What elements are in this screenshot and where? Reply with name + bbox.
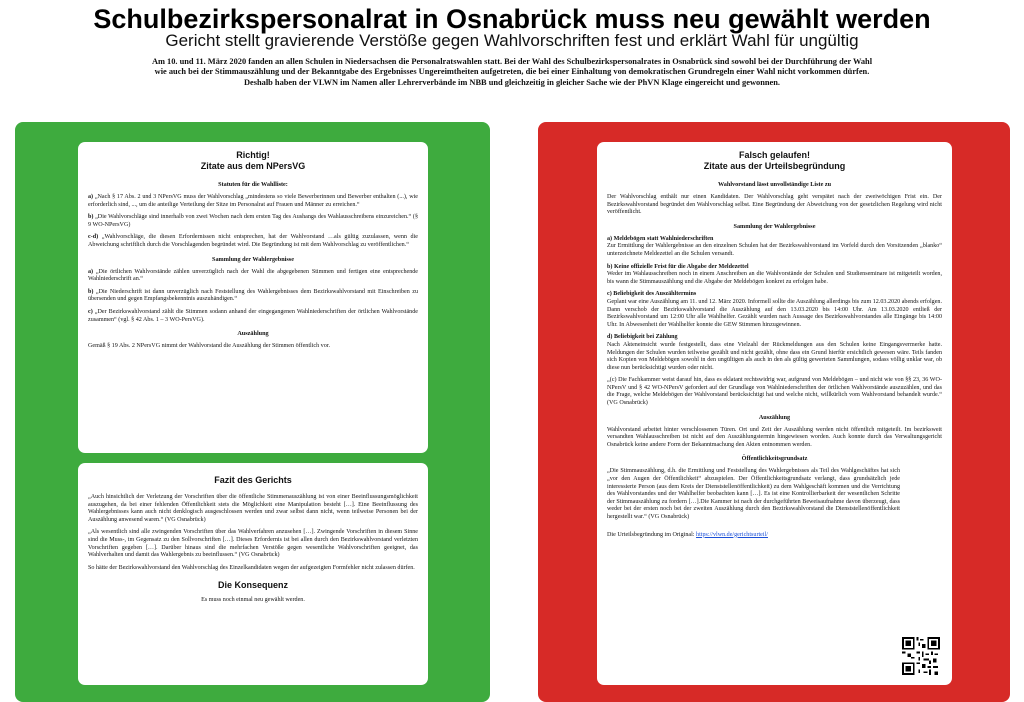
wrong-quotes-card: [597, 142, 952, 685]
card-title: Fazit des Gerichts: [214, 475, 292, 485]
intro-paragraph: Am 10. und 11. März 2020 fanden an allen Schulen in Niedersachsen die Personalratswahlen statt. Bei der Wahl des Schulbezirkspersonalrates in Osnabrück sind sowohl bei der Durchführung der Wahl wie auch bei der Stimmauszählung und der Bekanntgabe des Ergebnisses Ungereimtheiten aufgetreten, die bei einer Einhaltung von demokratischen Grundregeln einer Wahl nicht vorkommen dürfen. Deshalb haben der VLWN im Namen aller Lehrerverbände im NBB und gleichzeitig in gleicher Sache wie der PhVN Klage eingereicht und gewonnen.: [151, 57, 873, 87]
source-line: Die Urteilsbegründung im Original: https://vlwn.de/gerichtsurteil/: [607, 531, 768, 538]
court-quote: „(c) Die Fachkammer weist darauf hin, dass es eklatant rechtswidrig war, aufgrund von Meldebögen – und nicht wie von §§ 23, 36 WO-NPersV und § 42 WO-NPersV gefordert auf der Grundlage von Wahlniederschriften der örtlichen Wahlvorstände auszuzählen, und das die Frage, welche Meldebögen der Wahlvorstand berücksichtigt hat und welche nicht, willkürlich vom Wahlvorstand behandelt wurde.“ (VG Osnabrück): [607, 377, 942, 407]
paragraph: c) „Der Bezirkswahlvorstand zählt die Stimmen sodann anhand der eingegangenen Wahlniederschriften der örtlichen Wahlvorstände zusammen“ (vgl. § 42 Abs. 1 – 3 WO-PersVG).: [88, 308, 418, 323]
source-link[interactable]: https://vlwn.de/gerichtsurteil/: [696, 531, 768, 538]
section-heading: Statuten für die Wahlliste:: [218, 181, 288, 188]
qr-code-icon: [902, 637, 940, 675]
paragraph: Wahlvorstand arbeitet hinter verschlossenen Türen. Ort und Zeit der Auszählung werden nicht öffentlich mitgeteilt. Im bezirksweit versandten Wahlausschreiben ist nicht auf den Auszählungstermin hingewiesen worden. Auch konnte durch das Verwaltungsgericht Osnabrück keine andere Form der Bekanntmachung den Akten entnommen werden.: [607, 426, 942, 448]
paragraph: So hätte der Bezirkswahlvorstand den Wahlvorschlag des Einzelkandidaten wegen der aufgezeigten Formfehler nicht zulassen dürfen.: [88, 564, 415, 571]
paragraph: c-d) „Wahlvorschläge, die diesen Erfordernissen nicht entsprechen, hat der Wahlvorstand …als gültig zuzulassen, wenn die Abweichung schriftlich durch die Vorschlagenden begründet wird. Die Begründung ist mit dem Wahlvorschlag zu veröffentlichen.“: [88, 234, 418, 248]
page-title: Schulbezirkspersonalrat in Osnabrück muss neu gewählt werden: [93, 4, 931, 34]
card-title: Falsch gelaufen!: [738, 150, 810, 160]
paragraph: a) „Die örtlichen Wahlvorstände zählen unverzüglich nach der Wahl die abgegebenen Stimmen und fertigen eine entsprechende Wahlniederschrift an.“: [88, 268, 418, 283]
paragraph: a) „Nach § 17 Abs. 2 und 3 NPersVG muss der Wahlvorschlag „mindestens so viele Bewerberinnen und Bewerber enthalten (...), wie erforderlich sind, ..., um die anteilige Verteilung der Sitze im Personalrat auf Frauen und Männer zu erreichen.“: [88, 194, 418, 208]
paragraph: a) Meldebögen statt Wahlniederschriften Zur Ermittlung der Wahlergebnisse an den einzelnen Schulen hat der Bezirkswahlvorstand im Vorfeld durch den Vorsitzenden „blanko“ unterzeichnete Meldezettel an die Schulen versandt.: [607, 235, 942, 257]
paragraph: Gemäß § 19 Abs. 2 NPersVG nimmt der Wahlvorstand die Auszählung der Stimmen öffentlich vor.: [88, 343, 330, 350]
paragraph: „Auch hinsichtlich der Verletzung der Vorschriften über die öffentliche Stimmenauszählung ist von einer Beeinflussungsmöglichkeit auszugehen, da bei einer fehlenden Öffentlichkeit stets die Möglichkeit eine Manipulation besteht […]. Eine Beeinflussung des Wahlergebnisses kann auch nicht denklogisch ausgeschlossen werden und zwar selbst dann nicht, wenn teilweise Personen bei der Auszählung anwesend waren.“ (VG Osnabrück): [88, 494, 418, 523]
consequence-title: Die Konsequenz: [217, 580, 288, 591]
paragraph: „Als wesentlich sind alle zwingenden Vorschriften über das Wahlverfahren anzusehen […]. Zwingende Vorschriften in diesem Sinne sind die Muss-, im Gegensatz zu den Sollvorschriften […]. Dieses Erfordernis ist bei allen durch den Bezirkswahlvorstand verletzten Vorschriften gegeben […]. Darüber hinaus sind die mehrfachen Verstöße gegen wesentliche Wahlvorschriften geeignet, das Wahlverhalten und damit das Wahlergebnis zu beeinflussen.“ (VG Osnabrück): [88, 529, 418, 559]
section-heading: Sammlung der Wahlergebnisse: [733, 222, 816, 230]
verdict-card: [78, 463, 428, 685]
section-heading: Sammlung der Wahlergebnisse: [212, 255, 294, 263]
card-subtitle: Zitate aus dem NPersVG: [200, 161, 306, 171]
paragraph: c) Beliebigkeit des Auszähltermins Geplant war eine Auszählung am 11. und 12. März 2020. Informell sollte die Auszählung allerdings bis zum 12.03.2020 abends erfolgen. Dann verschob der Bezirkswahlvorstand die Auszählung auf den 13.03.2020 bis 14:00 Uhr. Am 13.03.2020 entließ der Bezirkswahlvorstand um 12:00 Uhr alle Wahlhelfer. Gezählt wurden nach Aussage des Bezirkswahlvorstandes alle Eingänge bis 14:00 Uhr. In Abwesenheit der Wahlhelfer konnte die GEW Stimmen hinzugewinnen.: [607, 291, 942, 328]
consequence-text: Es muss noch einmal neu gewählt werden.: [201, 597, 305, 604]
paragraph: Der Wahlvorschlag enthält nur einen Kandidaten. Der Wahlvorschlag geht verspätet nach der zweiwöchigen Frist ein. Der Bezirkswahlvorstand begründet den Wahlvorschlag selbst. Eine Begründung der Abweichung von der gesetzlichen Regelung wird nicht veröffentlicht.: [607, 194, 942, 216]
paragraph: b) „Die Niederschrift ist dann unverzüglich nach Feststellung des Wahlergebnisses dem Bezirkswahlvorstand mit Einschreiben zu übersenden und gegen Empfangsbekenntnis auszuhändigen.“: [88, 288, 418, 303]
correct-quotes-card: [78, 142, 428, 453]
section-heading: Wahlvorstand lässt unvollständige Liste zu: [717, 181, 832, 188]
card-title: Richtig!: [236, 150, 270, 160]
paragraph: b) „Die Wahlvorschläge sind innerhalb von zwei Wochen nach dem ersten Tag des Aushangs des Wahlausschreibens einzureichen.“ (§ 9 WO-NPersVG): [88, 214, 418, 228]
card-subtitle: Zitate aus der Urteilsbegründung: [703, 161, 846, 171]
section-heading: Öffentlichkeitsgrundsatz: [741, 455, 808, 463]
page-subtitle: Gericht stellt gravierende Verstöße gegen Wahlvorschriften fest und erklärt Wahl für ungültig: [165, 31, 859, 50]
section-heading: Auszählung: [758, 413, 791, 421]
paragraph: „Die Stimmauszählung, d.h. die Ermittlung und Feststellung des Wahlergebnisses als Teil des Wahlgeschäftes hat sich „vor den Augen der Öffentlichkeit“ abzuspielen. Der Öffentlichkeitsgrundsatz verlangt, dass grundsätzlich jede interessierte Person (aus dem Kreis der Dienststellenöffentlichkeit) zu dem Wahlgeschäft kommen und die Verrichtung des Wahlvorstandes und der Wahlhelfer beobachten kann […]. Es ist eine Kontrollierbarkeit der wesentlichen Schritte der Stimmauszählung zu fordern […].Die Kammer ist nach der durchgeführten Beweisaufnahme davon überzeugt, dass weder bei der ersten noch bei der zweiten Auszählung durch den Bezirkswahlvorstand die Dienststellenöffentlichkeit hergestellt war.“ (VG Osnabrück): [607, 468, 900, 520]
section-heading: Auszählung: [237, 330, 269, 338]
paragraph: b) Keine offizielle Frist für die Abgabe der Meldezettel Weder im Wahlausschreiben noch in einem Anschreiben an die Wahlvorstände der Schulen und Studienseminare ist mitgeteilt worden, bis wann die Stimmauszählung und die Abgabe der Meldebögen konkret zu erfolgen habe.: [607, 263, 942, 285]
paragraph: d) Beliebigkeit bei Zählung Nach Akteneinsicht wurde festgestellt, dass eine Vielzahl der Rückmeldungen aus den Schulen keine Eingangsvermerke hatte. Meldungen der Schulen wurden teilweise gezählt und nicht gezählt, ohne dass ein Grund hierfür ersichtlich gewesen wäre. Teils fanden sich Kopien von Meldebögen sowohl in den ungültigen als auch in den als gültig gewerteten Sammlungen, sodass völlig unklar war, ob diese nun berücksichtigt wurden oder nicht.: [607, 334, 942, 371]
